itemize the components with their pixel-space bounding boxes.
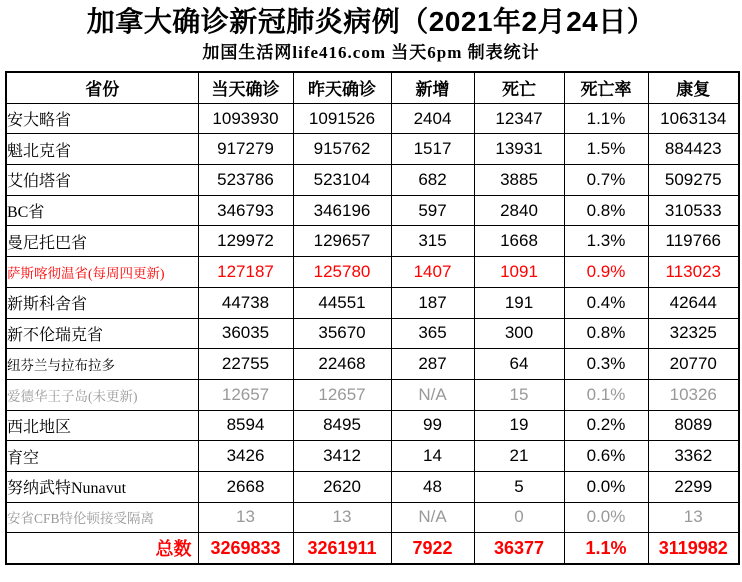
cell-new-cases: 99 <box>391 410 474 441</box>
cell-yesterday-confirmed: 346196 <box>293 195 391 226</box>
cell-death-rate: 0.6% <box>564 441 648 472</box>
header-death-rate: 死亡率 <box>564 72 648 103</box>
cell-deaths: 21 <box>474 441 564 472</box>
cell-today-confirmed: 22755 <box>198 349 293 380</box>
header-province: 省份 <box>6 72 198 103</box>
cell-deaths: 64 <box>474 349 564 380</box>
cell-recovered: 13 <box>648 502 739 533</box>
total-new-cases: 7922 <box>391 533 474 564</box>
cell-yesterday-confirmed: 35670 <box>293 318 391 349</box>
cell-today-confirmed: 917279 <box>198 134 293 165</box>
cell-recovered: 32325 <box>648 318 739 349</box>
cell-province: 努纳武特Nunavut <box>6 471 198 502</box>
table-row <box>6 195 739 226</box>
cell-today-confirmed: 8594 <box>198 410 293 441</box>
cell-new-cases: 287 <box>391 349 474 380</box>
cell-deaths: 3885 <box>474 165 564 196</box>
table-row <box>6 471 739 502</box>
cell-deaths: 13931 <box>474 134 564 165</box>
cell-death-rate: 0.4% <box>564 287 648 318</box>
cell-recovered: 8089 <box>648 410 739 441</box>
page-title: 加拿大确诊新冠肺炎病例（2021年2月24日） <box>86 6 656 37</box>
table-row <box>6 287 739 318</box>
cell-yesterday-confirmed: 8495 <box>293 410 391 441</box>
cell-new-cases: 315 <box>391 226 474 257</box>
cell-province: 育空 <box>6 441 198 472</box>
cell-new-cases: N/A <box>391 379 474 410</box>
cell-yesterday-confirmed: 1091526 <box>293 103 391 134</box>
header-yesterday-confirmed: 昨天确诊 <box>293 72 391 103</box>
cell-recovered: 509275 <box>648 165 739 196</box>
cell-province: 安省CFB特伦顿接受隔离 <box>6 502 198 533</box>
cell-new-cases: 2404 <box>391 103 474 134</box>
table-row <box>6 410 739 441</box>
cell-today-confirmed: 12657 <box>198 379 293 410</box>
cell-new-cases: 597 <box>391 195 474 226</box>
table-total-row <box>6 533 739 564</box>
table-row <box>6 379 739 410</box>
cell-deaths: 300 <box>474 318 564 349</box>
cell-new-cases: 365 <box>391 318 474 349</box>
cell-province: 纽芬兰与拉布拉多 <box>6 349 198 380</box>
cell-yesterday-confirmed: 3412 <box>293 441 391 472</box>
cell-deaths: 1668 <box>474 226 564 257</box>
cell-deaths: 5 <box>474 471 564 502</box>
cell-province: 艾伯塔省 <box>6 165 198 196</box>
cell-death-rate: 1.3% <box>564 226 648 257</box>
cell-new-cases: N/A <box>391 502 474 533</box>
cell-new-cases: 48 <box>391 471 474 502</box>
cell-deaths: 19 <box>474 410 564 441</box>
table-row <box>6 318 739 349</box>
cell-recovered: 42644 <box>648 287 739 318</box>
cell-yesterday-confirmed: 523104 <box>293 165 391 196</box>
table-row <box>6 165 739 196</box>
cell-province: 新斯科舍省 <box>6 287 198 318</box>
cell-recovered: 3362 <box>648 441 739 472</box>
cell-death-rate: 0.2% <box>564 410 648 441</box>
table-row <box>6 134 739 165</box>
cell-death-rate: 1.5% <box>564 134 648 165</box>
cell-province: BC省 <box>6 195 198 226</box>
cell-yesterday-confirmed: 22468 <box>293 349 391 380</box>
cell-province: 爱德华王子岛(未更新) <box>6 379 198 410</box>
header-deaths: 死亡 <box>474 72 564 103</box>
cell-death-rate: 0.7% <box>564 165 648 196</box>
cell-province: 曼尼托巴省 <box>6 226 198 257</box>
cell-today-confirmed: 523786 <box>198 165 293 196</box>
total-deaths: 36377 <box>474 533 564 564</box>
cell-death-rate: 0.3% <box>564 349 648 380</box>
table-row <box>6 226 739 257</box>
cell-yesterday-confirmed: 12657 <box>293 379 391 410</box>
cell-deaths: 15 <box>474 379 564 410</box>
total-recovered: 3119982 <box>648 533 739 564</box>
cell-today-confirmed: 13 <box>198 502 293 533</box>
cell-yesterday-confirmed: 915762 <box>293 134 391 165</box>
cell-new-cases: 1407 <box>391 257 474 288</box>
table-body <box>6 103 739 533</box>
cell-province: 萨斯喀彻温省(每周四更新) <box>6 257 198 288</box>
cell-today-confirmed: 3426 <box>198 441 293 472</box>
cell-death-rate: 0.0% <box>564 471 648 502</box>
cell-new-cases: 1517 <box>391 134 474 165</box>
cell-recovered: 310533 <box>648 195 739 226</box>
header-new-cases: 新增 <box>391 72 474 103</box>
table-row <box>6 103 739 134</box>
cell-province: 安大略省 <box>6 103 198 134</box>
covid-stats-table <box>5 71 740 565</box>
cell-death-rate: 0.0% <box>564 502 648 533</box>
cell-new-cases: 187 <box>391 287 474 318</box>
page-subtitle: 加国生活网life416.com 当天6pm 制表统计 <box>202 43 540 62</box>
total-death-rate: 1.1% <box>564 533 648 564</box>
cell-death-rate: 0.9% <box>564 257 648 288</box>
cell-today-confirmed: 44738 <box>198 287 293 318</box>
cell-yesterday-confirmed: 125780 <box>293 257 391 288</box>
table-row <box>6 441 739 472</box>
cell-yesterday-confirmed: 13 <box>293 502 391 533</box>
total-label: 总数 <box>6 533 198 564</box>
cell-today-confirmed: 346793 <box>198 195 293 226</box>
cell-recovered: 1063134 <box>648 103 739 134</box>
cell-new-cases: 14 <box>391 441 474 472</box>
cell-death-rate: 0.8% <box>564 195 648 226</box>
header-today-confirmed: 当天确诊 <box>198 72 293 103</box>
table-row <box>6 257 739 288</box>
table-row <box>6 349 739 380</box>
cell-deaths: 2840 <box>474 195 564 226</box>
total-today: 3269833 <box>198 533 293 564</box>
cell-today-confirmed: 36035 <box>198 318 293 349</box>
cell-province: 西北地区 <box>6 410 198 441</box>
cell-deaths: 12347 <box>474 103 564 134</box>
cell-recovered: 10326 <box>648 379 739 410</box>
cell-recovered: 113023 <box>648 257 739 288</box>
cell-recovered: 20770 <box>648 349 739 380</box>
cell-deaths: 191 <box>474 287 564 318</box>
cell-today-confirmed: 127187 <box>198 257 293 288</box>
cell-today-confirmed: 2668 <box>198 471 293 502</box>
cell-yesterday-confirmed: 44551 <box>293 287 391 318</box>
header-recovered: 康复 <box>648 72 739 103</box>
cell-recovered: 119766 <box>648 226 739 257</box>
cell-today-confirmed: 129972 <box>198 226 293 257</box>
cell-deaths: 0 <box>474 502 564 533</box>
cell-recovered: 2299 <box>648 471 739 502</box>
table-row <box>6 502 739 533</box>
table-header-row <box>6 72 739 103</box>
cell-deaths: 1091 <box>474 257 564 288</box>
cell-today-confirmed: 1093930 <box>198 103 293 134</box>
cell-death-rate: 0.8% <box>564 318 648 349</box>
cell-death-rate: 1.1% <box>564 103 648 134</box>
cell-recovered: 884423 <box>648 134 739 165</box>
cell-death-rate: 0.1% <box>564 379 648 410</box>
cell-province: 魁北克省 <box>6 134 198 165</box>
cell-yesterday-confirmed: 129657 <box>293 226 391 257</box>
cell-province: 新不伦瑞克省 <box>6 318 198 349</box>
cell-new-cases: 682 <box>391 165 474 196</box>
cell-yesterday-confirmed: 2620 <box>293 471 391 502</box>
total-yesterday: 3261911 <box>293 533 391 564</box>
